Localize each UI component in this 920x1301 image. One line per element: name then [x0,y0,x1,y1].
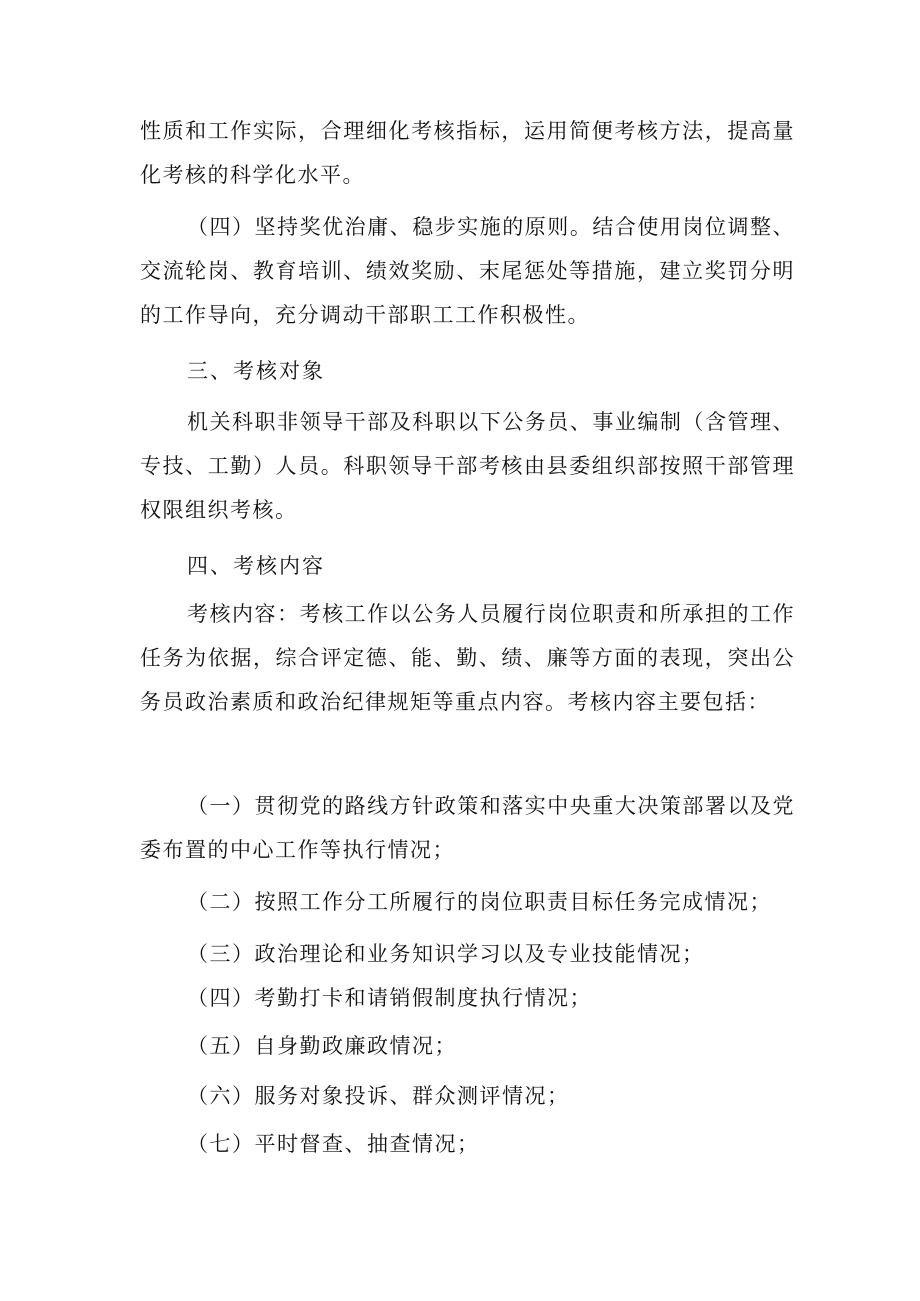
paragraph-principle-4: （四）坚持奖优治庸、稳步实施的原则。结合使用岗位调整、交流轮岗、教育培训、绩效奖励、末尾惩处等措施，建立奖罚分明的工作导向，充分调动干部职工工作积极性。 [140,215,795,327]
list-item-4: （四）考勤打卡和请销假制度执行情况； [187,986,592,1010]
paragraph-content: 考核内容：考核工作以公务人员履行岗位职责和所承担的工作任务为依据，综合评定德、能、勤、绩、廉等方面的表现，突出公务员政治素质和政治纪律规矩等重点内容。考核内容主要包括： [140,602,795,714]
list-item-1: （一）贯彻党的路线方针政策和落实中央重大决策部署以及党委布置的中心工作等执行情况； [140,794,795,862]
paragraph-continued: 性质和工作实际，合理细化考核指标，运用简便考核方法，提高量化考核的科学化水平。 [140,119,795,187]
list-item-7: （七）平时督查、抽查情况； [187,1132,480,1156]
section-heading-targets: 三、考核对象 [187,359,325,383]
paragraph-targets: 机关科职非领导干部及科职以下公务员、事业编制（含管理、专技、工勤）人员。科职领导干部考核由县委组织部按照干部管理权限组织考核。 [140,410,795,522]
section-heading-content: 四、考核内容 [187,554,325,578]
list-item-3: （三）政治理论和业务知识学习以及专业技能情况； [187,942,705,966]
list-item-5: （五）自身勤政廉政情况； [187,1034,457,1058]
list-item-6: （六）服务对象投诉、群众测评情况； [187,1084,570,1108]
list-item-2: （二）按照工作分工所履行的岗位职责目标任务完成情况； [187,890,772,914]
